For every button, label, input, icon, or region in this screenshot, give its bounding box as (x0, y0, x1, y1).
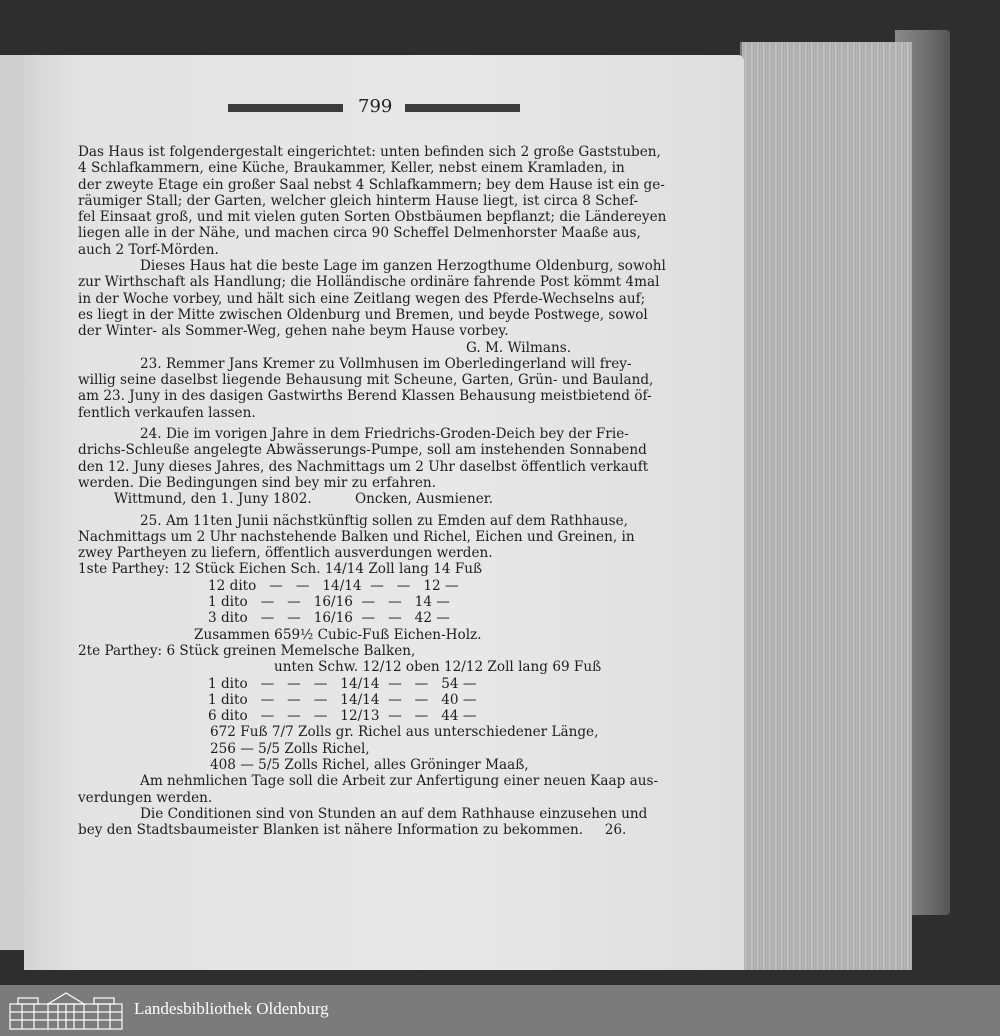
text-line: Am nehmlichen Tage soll die Arbeit zur Anfertigung einer neuen Kaap aus- (140, 773, 659, 790)
text-line: räumiger Stall; der Garten, welcher gleich hinterm Hause liegt, ist circa 8 Schef- (78, 192, 639, 209)
text-line: liegen alle in der Nähe, und machen circa 90 Scheffel Delmenhorster Maaße aus, (78, 225, 641, 242)
text-line: am 23. Juny in des dasigen Gastwirths Berend Klassen Behausung meistbietend öf- (78, 388, 652, 405)
signature-wilmans: G. M. Wilmans. (466, 339, 572, 356)
text-line: auch 2 Torf-Mörden. (78, 241, 219, 258)
table-row: 6 dito — — — 12/13 — — 44 — (208, 708, 477, 725)
table-row: 256 — 5/5 Zolls Richel, (210, 740, 370, 757)
text-line: willig seine daselbst liegende Behausung mit Scheune, Garten, Grün- und Bauland, (78, 372, 654, 389)
table-row: 2te Parthey: 6 Stück greinen Memelsche Balken, (78, 642, 416, 659)
text-line: fentlich verkaufen lassen. (78, 404, 256, 421)
table-row: 3 dito — — 16/16 — — 42 — (208, 610, 450, 627)
table-row: 1 dito — — 16/16 — — 14 — (208, 594, 450, 611)
page-number: 799 (358, 96, 393, 117)
text-line: Das Haus ist folgendergestalt eingerichtet: unten befinden sich 2 große Gaststuben, (78, 144, 661, 160)
text-line: den 12. Juny dieses Jahres, des Nachmittags um 2 Uhr daselbst öffentlich verkauft (78, 458, 649, 475)
footer-bar (0, 985, 1000, 1036)
text-line: bey den Stadtsbaumeister Blanken ist nähere Information zu bekommen. 26. (78, 822, 627, 839)
table-row: 12 dito — — 14/14 — — 12 — (208, 577, 459, 594)
table-row: 1ste Parthey: 12 Stück Eichen Sch. 14/14 Zoll lang 14 Fuß (78, 561, 483, 578)
text-line: Die Conditionen sind von Stunden an auf dem Rathhause einzusehen und (140, 805, 648, 822)
page-text (78, 144, 678, 838)
library-building-icon (8, 990, 124, 1031)
text-line: fel Einsaat groß, und mit vielen guten Sorten Obstbäumen bepflanzt; die Ländereyen (78, 209, 667, 226)
text-line: Nachmittags um 2 Uhr nachstehende Balken und Richel, Eichen und Greinen, in (78, 528, 635, 545)
table-row: 408 — 5/5 Zolls Richel, alles Gröninger Maaß, (210, 756, 529, 773)
table-row: 1 dito — — — 14/14 — — 40 — (208, 691, 477, 708)
header-rule-left (228, 104, 343, 112)
text-line: es liegt in der Mitte zwischen Oldenburg und Bremen, und beyde Postwege, sowol (78, 306, 648, 323)
table-total: Zusammen 659½ Cubic-Fuß Eichen-Holz. (194, 626, 482, 643)
table-row: 672 Fuß 7/7 Zolls gr. Richel aus unterschiedener Länge, (210, 724, 599, 741)
text-line: 4 Schlafkammern, eine Küche, Braukammer, Keller, nebst einem Kramladen, in (78, 160, 625, 177)
text-line: zwey Partheyen zu liefern, öffentlich ausverdungen werden. (78, 545, 493, 562)
library-name: Landesbibliothek Oldenburg (134, 999, 329, 1018)
text-line: in der Woche vorbey, und hält sich eine Zeitlang wegen des Pferde-Wechselns auf; (78, 290, 646, 307)
text-line: 23. Remmer Jans Kremer zu Vollmhusen im Oberledingerland will frey- (140, 355, 632, 372)
text-line: werden. Die Bedingungen sind bey mir zu erfahren. (78, 474, 437, 491)
text-line: verdungen werden. (78, 789, 213, 806)
text-line: 24. Die im vorigen Jahre in dem Friedrichs-Groden-Deich bey der Frie- (140, 426, 629, 443)
header-rule-right (405, 104, 520, 112)
page-stack-edge (740, 42, 912, 970)
place-date-signature: Wittmund, den 1. Juny 1802. Oncken, Ausmiener. (114, 491, 494, 508)
text-line: der zweyte Etage ein großer Saal nebst 4 Schlafkammern; bey dem Hause ist ein ge- (78, 176, 665, 193)
text-line: 25. Am 11ten Junii nächstkünftig sollen zu Emden auf dem Rathhause, (140, 512, 628, 529)
text-line: Dieses Haus hat die beste Lage im ganzen Herzogthume Oldenburg, sowohl (140, 258, 666, 275)
table-row: 1 dito — — — 14/14 — — 54 — (208, 675, 477, 692)
text-line: zur Wirthschaft als Handlung; die Holländische ordinäre fahrende Post kömmt 4mal (78, 274, 660, 291)
text-line: der Winter- als Sommer-Weg, gehen nahe beym Hause vorbey. (78, 323, 509, 340)
text-line: drichs-Schleuße angelegte Abwässerungs-Pumpe, soll am instehenden Sonnabend (78, 442, 647, 459)
left-page-edge (0, 55, 25, 950)
table-row: unten Schw. 12/12 oben 12/12 Zoll lang 69 Fuß (274, 659, 602, 676)
